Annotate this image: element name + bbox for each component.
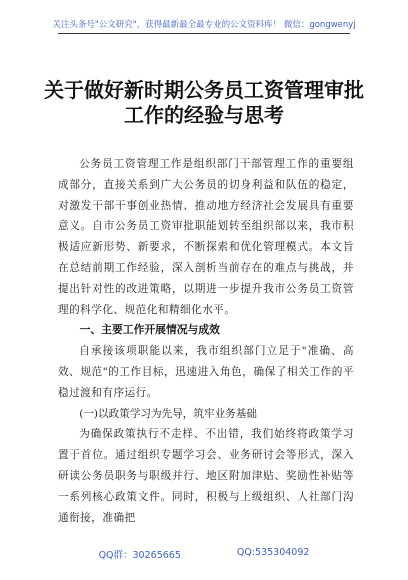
- footer-qq-group: QQ群：30265665: [98, 550, 181, 561]
- header-note: 关注头条号"公文研究"，获得最新最全最专业的公文资料库！ 微信：gongwenyj: [52, 20, 356, 30]
- section-heading-1: 一、主要工作开展情况与成效: [79, 323, 220, 337]
- title-line-1: 关于做好新时期公务员工资管理审批: [44, 78, 364, 102]
- document-title: [40, 78, 368, 128]
- footer-contact: [0, 547, 408, 561]
- header-divider: [58, 33, 350, 34]
- footer-qq: QQ:535304092: [236, 547, 310, 558]
- title-line-2: 工作的经验与思考: [124, 103, 284, 127]
- subsection-paragraph-1: 为确保政策执行不走样、不出错，我们始终将政策学习置于首位。通过组织专题学习会、业务研讨会等形式，深入研读公务员职务与职级并行、地区附加津贴、奖励性补贴等一系列核心政策文件。同时，积极与上级组织、人社部门沟通衔接，准确把: [58, 428, 354, 524]
- subsection-heading-1: (一)以政策学习为先导，筑牢业务基础: [79, 407, 257, 420]
- section-paragraph-1: 自承接该项职能以来，我市组织部门立足于"准确、高效、规范"的工作目标，迅速进入角色，确保了相关工作的平稳过渡和有序运行。: [58, 345, 354, 399]
- document-body: [58, 154, 354, 528]
- intro-paragraph: 公务员工资管理工作是组织部门干部管理工作的重要组成部分，直接关系到广大公务员的切身利益和队伍的稳定，对激发干部干事创业热情、推动地方经济社会发展具有重要意义。自市公务员工资审批职能划转至组织部以来，我市积极适应新形势、新要求，不断探索和优化管理模式。本文旨在总结前期工作经验，深入剖析当前存在的难点与挑战，并提出针对性的改进策略，以期进一步提升我市公务员工资管理的科学化、规范化和精细化水平。: [58, 158, 354, 316]
